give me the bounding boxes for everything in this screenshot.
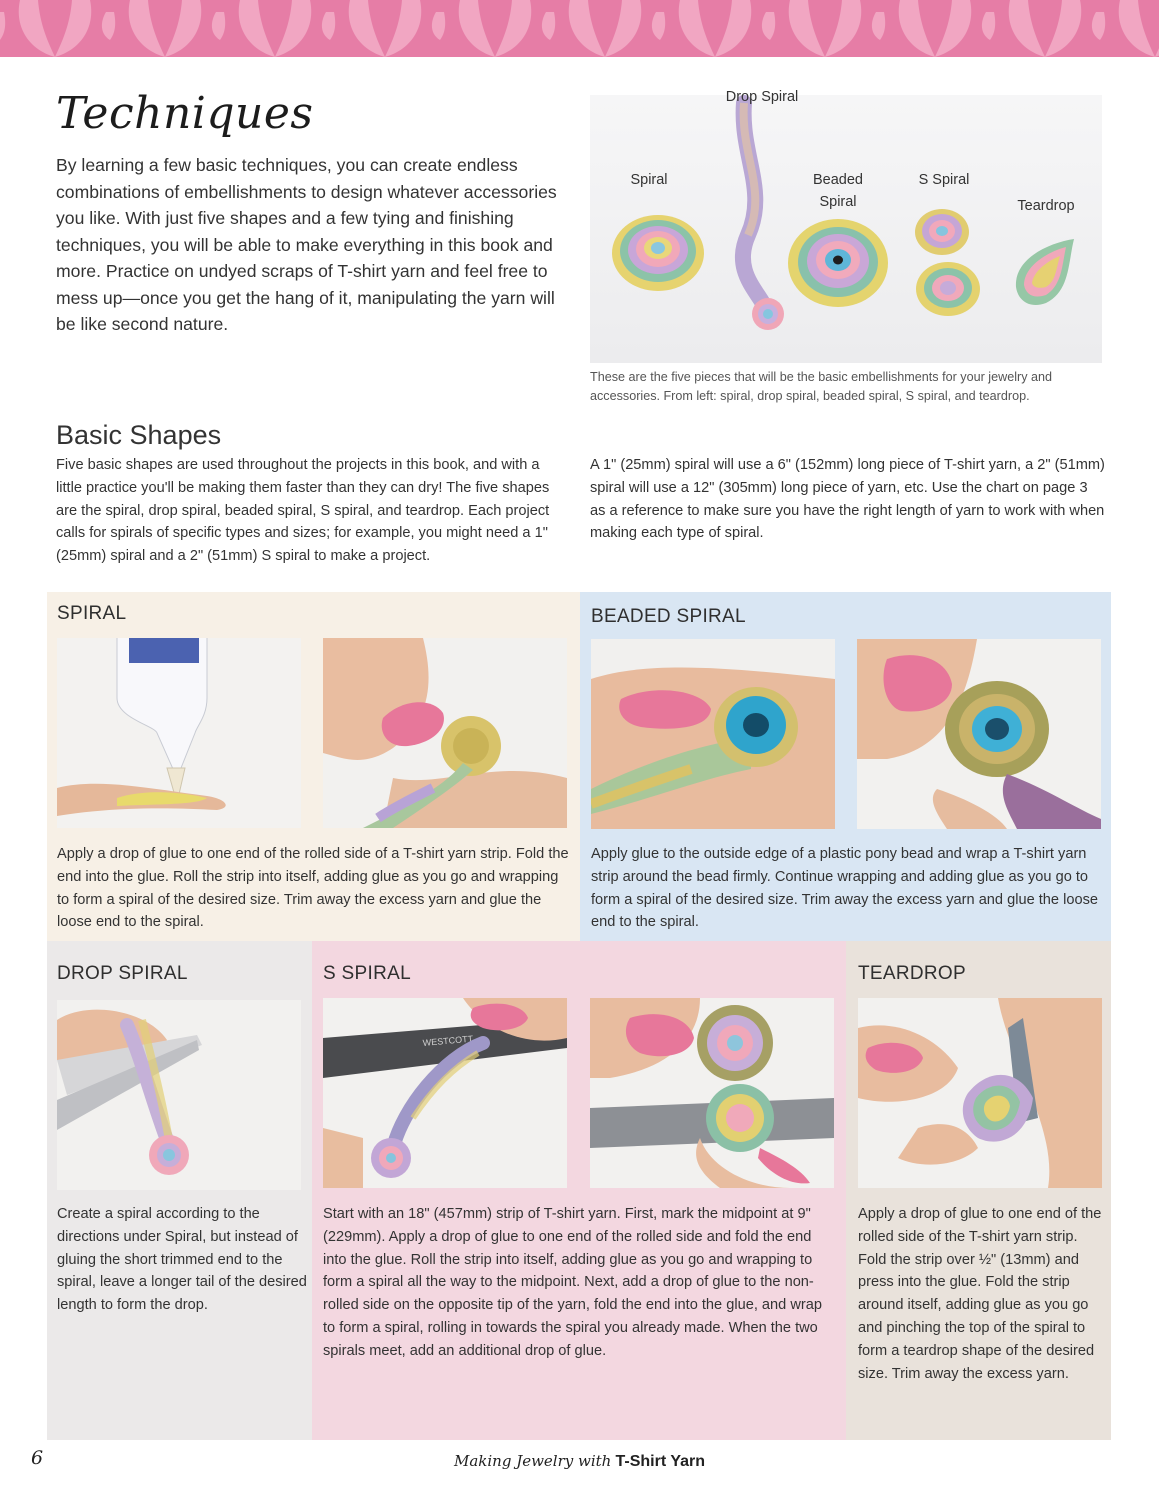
panel-text-drop-spiral: Create a spiral according to the directions under Spiral, but instead of gluing the short trimmed end to the spiral, leave a longer tail of the desired length to form the drop.: [57, 1206, 307, 1314]
teardrop-shape: [1016, 239, 1074, 305]
panel-text-spiral: Apply a drop of glue to one end of the rolled side of a T-shirt yarn strip. Fold the end into the glue. Roll the strip into itself, adding glue as you go and wrapping to form a spiral of the desired size. Trim away the excess yarn and glue the loose end to the spiral.: [57, 846, 569, 931]
leaf-pattern: [0, 0, 1159, 57]
panel-title-teardrop: TEARDROP: [858, 963, 966, 984]
running-footer: [0, 1452, 1159, 1471]
label-s-spiral: S Spiral: [918, 172, 970, 188]
decorative-header-band: [0, 0, 1159, 57]
panel-title-beaded-spiral: BEADED SPIRAL: [591, 606, 746, 627]
intro-paragraph: By learning a few basic techniques, you can create endless combinations of embellishments to design whatever accessories you like. With just five shapes and a few tying and finishing techniques, you will be able to make everything in this book and more. Practice on undyed scraps of T-shirt yarn and feel free to mess up—once you get the hang of it, manipulating the yarn will be like second nature.: [56, 155, 557, 334]
panel-text-s-spiral: Start with an 18" (457mm) strip of T-shirt yarn. First, mark the midpoint at 9" (229mm). Apply a drop of glue to one end of the rolled side and fold the end into the glue. Roll the strip into itself, adding glue as you go and wrapping to form a spiral all the way to the midpoint. Next, add a drop of glue to the non-rolled side on the opposite tip of the yarn, fold the end into the glue, and wrap to form a spiral, rolling in towards the spiral you already made. When the two spirals meet, add an additional drop of glue.: [323, 1206, 822, 1359]
basic-shapes-left-text: Five basic shapes are used throughout the projects in this book, and with a little practice you'll be making them faster than they can dry! The five shapes are the spiral, drop spiral, beaded spiral, S spiral, and teardrop. Each project calls for spirals of specific types and sizes; for example, you might need a 1" (25mm) spiral and a 2" (51mm) S spiral to make a project.: [56, 457, 550, 565]
beaded-spiral-shape: [788, 219, 888, 307]
s-spiral-shape: [915, 209, 980, 316]
panel-title-drop-spiral: DROP SPIRAL: [57, 963, 188, 984]
basic-shapes-right-text: A 1" (25mm) spiral will use a 6" (152mm) long piece of T-shirt yarn, a 2" (51mm) spiral will use a 12" (305mm) long piece of yarn, etc. Use the chart on page 3 as a reference to make sure you have the right length of yarn to work with when making each type of spiral.: [590, 457, 1105, 542]
photo-spiral-rolling: [323, 638, 567, 828]
panel-text-teardrop: Apply a drop of glue to one end of the rolled side of the T-shirt yarn strip. Fold the strip over ½" (13mm) and press into the glue. Fold the strip around itself, adding glue as you go and pinching the top of the spiral to form a teardrop shape of the desired size. Trim away the excess yarn.: [858, 1206, 1102, 1382]
panel-text-beaded-spiral: Apply glue to the outside edge of a plastic pony bead and wrap a T-shirt yarn strip around the bead firmly. Continue wrapping and adding glue as you go to form a spiral of the desired size. Trim away the excess yarn and glue the loose end to the spiral.: [591, 846, 1098, 931]
label-beaded-spiral: Beaded Spiral: [813, 172, 863, 210]
hero-photo-five-shapes: [590, 95, 1102, 363]
spiral-shape: [612, 215, 704, 291]
photo-teardrop-pinching: [858, 998, 1102, 1188]
drop-spiral-shape: [743, 103, 784, 330]
hero-illustration: [590, 95, 1102, 363]
photo-beaded-spiral-wrapping: [857, 639, 1101, 829]
photo-s-spiral-ruler: [323, 998, 567, 1188]
photo-spiral-glue: [57, 638, 301, 828]
ruler-brand-text: WESTCOTT: [422, 1033, 474, 1048]
hero-caption: These are the five pieces that will be the basic embellishments for your jewelry and accessories. From left: spiral, drop spiral, beaded spiral, S spiral, and teardrop.: [590, 370, 1052, 403]
section-heading-basic-shapes: Basic Shapes: [56, 420, 222, 450]
photo-drop-spiral-cutting: [57, 1000, 301, 1190]
panel-title-s-spiral: S SPIRAL: [323, 963, 411, 984]
panel-title-spiral: SPIRAL: [57, 603, 127, 624]
page-title: Techniques: [56, 88, 314, 139]
footer-book-title-bold: T-Shirt Yarn: [615, 1453, 706, 1470]
photo-beaded-spiral-bead: [591, 639, 835, 829]
footer-book-title-italic: Making Jewelry with: [453, 1452, 612, 1470]
label-spiral: Spiral: [630, 172, 668, 188]
photo-s-spiral-joining: [590, 998, 834, 1188]
label-teardrop: Teardrop: [1017, 198, 1075, 214]
page-number: 6: [31, 1447, 44, 1469]
label-drop-spiral: Drop Spiral: [725, 89, 799, 105]
